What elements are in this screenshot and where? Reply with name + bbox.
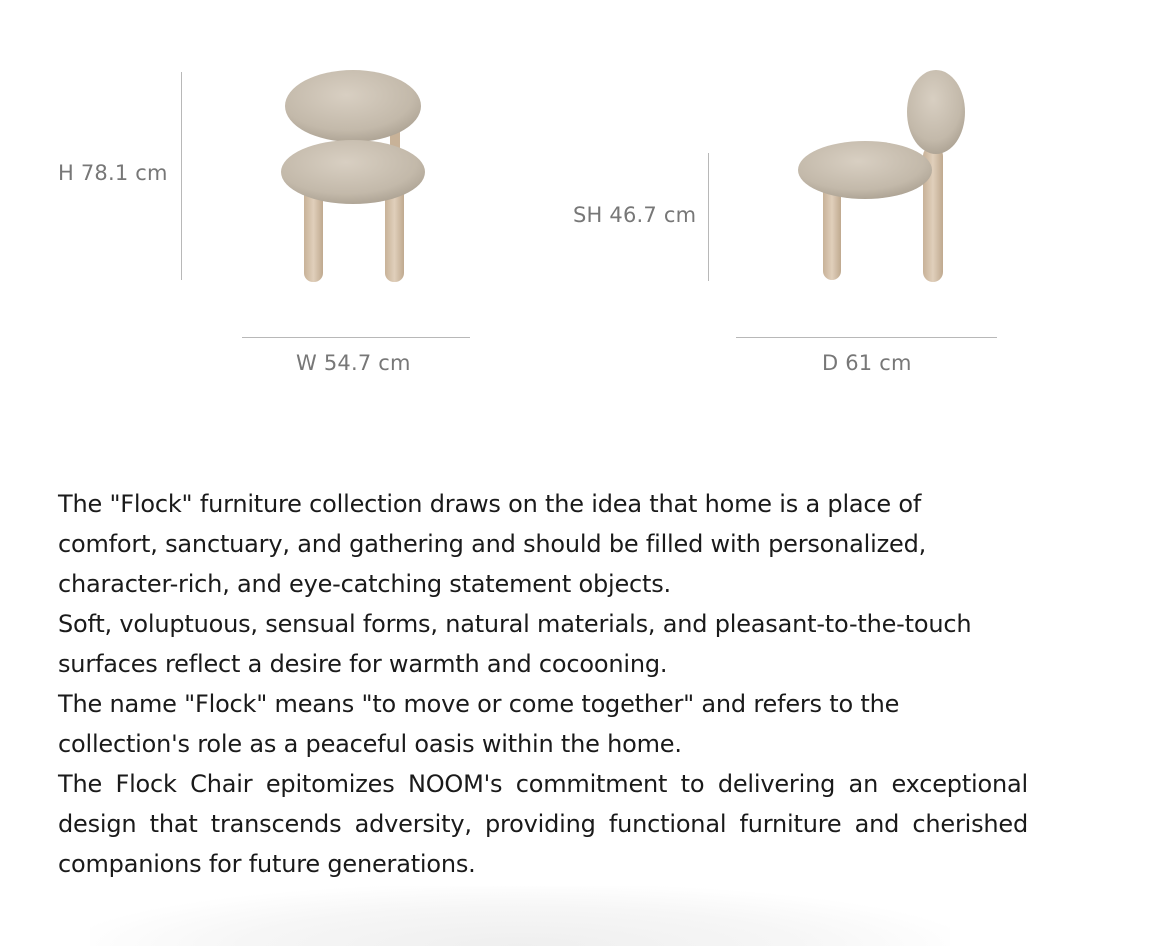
seat-cushion: [281, 140, 425, 204]
chair-side-view: [795, 66, 975, 286]
seat-height-indicator-line: [708, 153, 709, 281]
chair-front-view: [280, 68, 440, 288]
bottom-image-edge: [90, 886, 950, 946]
depth-indicator-line: [736, 337, 997, 338]
backrest-cushion: [285, 70, 421, 142]
width-label: W 54.7 cm: [296, 351, 411, 375]
side-backrest-cushion: [907, 70, 965, 154]
seat-height-label: SH 46.7 cm: [573, 203, 697, 227]
description-paragraph: The Flock Chair epitomizes NOOM's commitment to delivering an exceptional design that transcends adversity, providing functional furniture and cherished companions for future generations.: [58, 770, 1028, 878]
depth-label: D 61 cm: [822, 351, 912, 375]
product-description: [58, 484, 1028, 884]
front-right-leg: [385, 186, 404, 282]
description-paragraph: The name "Flock" means "to move or come together" and refers to the collection's role as a peaceful oasis within the home.: [58, 690, 900, 758]
height-indicator-line: [181, 72, 182, 280]
side-front-leg: [823, 184, 841, 280]
height-label: H 78.1 cm: [58, 161, 168, 185]
side-seat-cushion: [798, 141, 932, 199]
description-paragraph: Soft, voluptuous, sensual forms, natural materials, and pleasant-to-the-touch surfaces reflect a desire for warmth and cocooning.: [58, 610, 972, 678]
description-paragraph: The "Flock" furniture collection draws on the idea that home is a place of comfort, sanctuary, and gathering and should be filled with personalized, character-rich, and eye-catching statement objects.: [58, 490, 927, 598]
width-indicator-line: [242, 337, 470, 338]
